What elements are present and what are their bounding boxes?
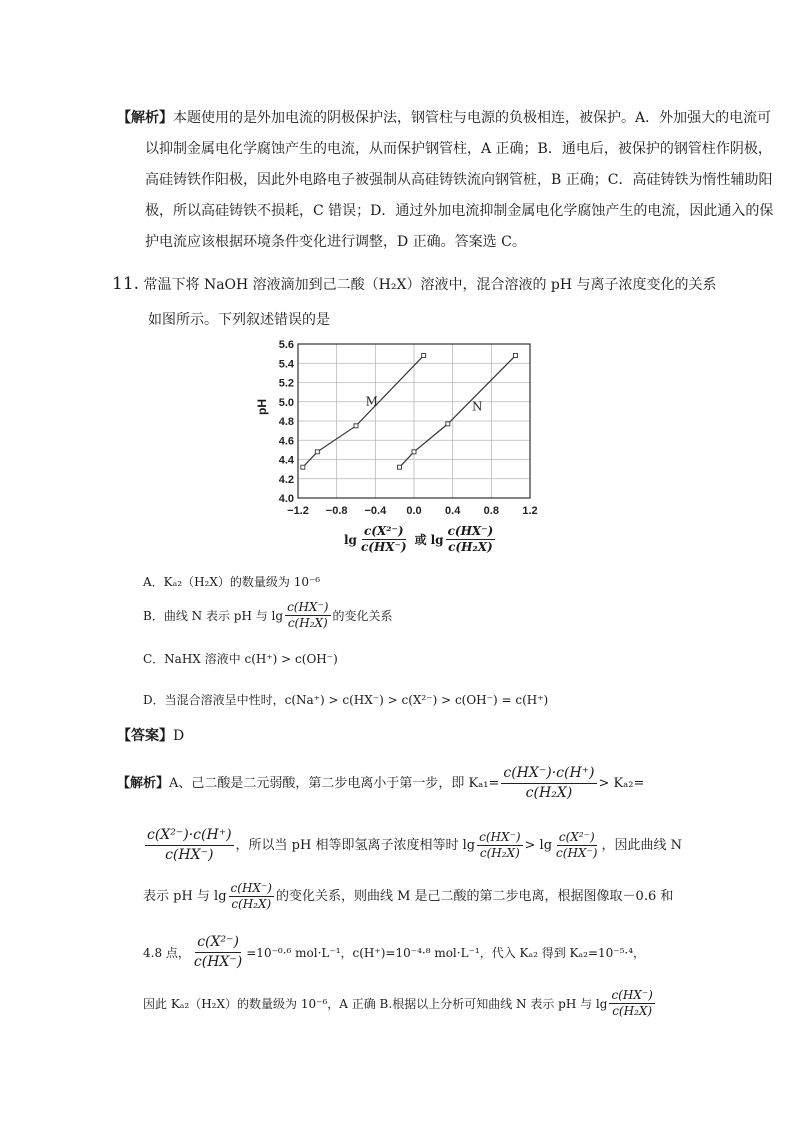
series-label-M: M xyxy=(365,394,378,409)
question-11-stem-2: 如图所示。下列叙述错误的是 xyxy=(148,312,330,328)
x-tick-label: 0.4 xyxy=(445,505,461,517)
y-tick-label: 5.2 xyxy=(278,377,294,390)
question-number: 11. xyxy=(112,274,140,294)
analysis-tag: 【解析】 xyxy=(117,110,173,126)
chart-series xyxy=(301,354,518,470)
option-c: C．NaHX 溶液中 c(H⁺) > c(OH⁻) xyxy=(143,652,338,666)
y-tick-label: 5.6 xyxy=(278,339,294,351)
data-point-N xyxy=(398,465,402,469)
chart-tick-labels xyxy=(279,339,538,517)
y-tick-label: 5.0 xyxy=(278,396,294,409)
data-point-M xyxy=(301,465,305,469)
y-tick-label: 4.4 xyxy=(278,454,294,467)
option-a: A．Kₐ₂（H₂X）的数量级为 10⁻⁶ xyxy=(143,575,321,589)
analysis-11-line-2: $\frac{\text{c(X²⁻)·c(H⁺)}}{c(HX^-)}$ ，所以当 pH 相等即氢离子浓度相等时 lg $\frac{c(HX^-)}{\text{c(H₂X)}}$ > lg $\frac{\text{c(X²⁻)}}{c(HX^-)}$ ，因此曲线 N xyxy=(147,827,682,863)
data-point-M xyxy=(315,450,319,454)
series-line-N xyxy=(400,356,516,468)
y-tick-label: 4.6 xyxy=(278,435,294,448)
data-point-N xyxy=(514,354,518,358)
analysis-10-line-4: 极，所以高硅铸铁不损耗，C 错误；D．通过外加电流抑制金属电化学腐蚀产生的电流，因此通入的保 xyxy=(145,203,774,219)
chart-grid xyxy=(298,344,530,498)
y-tick-label: 4.8 xyxy=(278,416,294,428)
y-tick-label: 4.2 xyxy=(278,473,294,486)
x-tick-label: 1.2 xyxy=(522,505,538,517)
y-tick-label: 4.0 xyxy=(278,493,294,505)
xlabel-frac-2: $\frac{c(HX^-)}{\text{c(H₂X)}}$ xyxy=(447,524,494,554)
answer-value: D xyxy=(173,728,185,744)
data-point-M xyxy=(422,354,426,358)
x-tick-label: −1.2 xyxy=(287,505,309,517)
data-point-M xyxy=(354,424,358,428)
option-b: B．曲线 N 表示 pH 与 lg $\frac{c(HX^-)}{\text{c(H₂X)}}$ 的变化关系 xyxy=(143,600,393,630)
x-tick-label: 0.0 xyxy=(406,505,422,517)
analysis-10-line-1: 【解析】本题使用的是外加电流的阴极保护法，钢管柱与电源的负极相连，被保护。A．外加强大的电流可 xyxy=(117,110,772,126)
y-tick-label: 5.4 xyxy=(278,358,294,371)
data-point-N xyxy=(446,422,450,426)
analysis-10-line-2: 以抑制金属电化学腐蚀产生的电流，从而保护钢管柱，A 正确；B．通电后，被保护的钢管柱作阴极， xyxy=(145,141,772,157)
analysis-10-line-3: 高硅铸铁作阳极，因此外电路电子被强制从高硅铸铁流向钢管桩，B 正确；C．高硅铸铁为惰性辅助阳 xyxy=(145,172,773,188)
analysis-11-line-1: 【解析】 A、己二酸是二元弱酸，第二步电离小于第一步，即 Kₐ₁= $\frac{c(HX^-)\cdot c(H^+)}{\text{c(H₂X)}}$ > Kₐ₂= xyxy=(117,765,645,801)
x-tick-label: −0.8 xyxy=(325,505,348,517)
chart-xlabel: lg $\frac{\text{c(X²⁻)}}{c(HX^-)}$ 或 lg $\frac{c(HX^-)}{\text{c(H₂X)}}$ xyxy=(344,524,494,554)
analysis-11-line-3: 表示 pH 与 lg $\frac{c(HX^-)}{\text{c(H₂X)}}$ 的变化关系，则曲线 M 是己二酸的第二步电离，根据图像取－0.6 和 xyxy=(143,881,674,911)
x-tick-label: −0.4 xyxy=(364,505,387,517)
analysis-10-line-5: 护电流应该根据环境条件变化进行调整，D 正确。答案选 C。 xyxy=(145,234,526,250)
xlabel-frac-1: $\frac{\text{c(X²⁻)}}{c(HX^-)}$ xyxy=(360,524,407,554)
data-point-N xyxy=(412,450,416,454)
question-11-stem: 11. 常温下将 NaOH 溶液滴加到己二酸（H₂X）溶液中，混合溶液的 pH 与离子浓度变化的关系 xyxy=(112,274,717,294)
option-d: D．当混合溶液呈中性时，c(Na⁺) > c(HX⁻) > c(X²⁻) > c(OH⁻) = c(H⁺) xyxy=(143,693,549,707)
analysis-11-line-5: 因此 Kₐ₂（H₂X）的数量级为 10⁻⁶，A 正确 B.根据以上分析可知曲线 N 表示 pH 与 lg $\frac{c(HX^-)}{\text{c(H₂X)}}$ xyxy=(143,988,653,1018)
series-label-N: N xyxy=(472,399,483,414)
analysis-11-line-4: 4.8 点， $\frac{\text{c(X²⁻)}}{c(HX^-)}$ =10⁻⁰·⁶ mol·L⁻¹，c(H⁺)=10⁻⁴·⁸ mol·L⁻¹，代入 Kₐ₂ 得到 Kₐ₂=10⁻⁵·⁴， xyxy=(143,934,646,970)
x-tick-label: 0.8 xyxy=(483,505,499,517)
answer-line: 【答案】D xyxy=(117,728,185,744)
chart-ylabel: pH xyxy=(255,399,269,415)
series-line-M xyxy=(303,356,424,468)
